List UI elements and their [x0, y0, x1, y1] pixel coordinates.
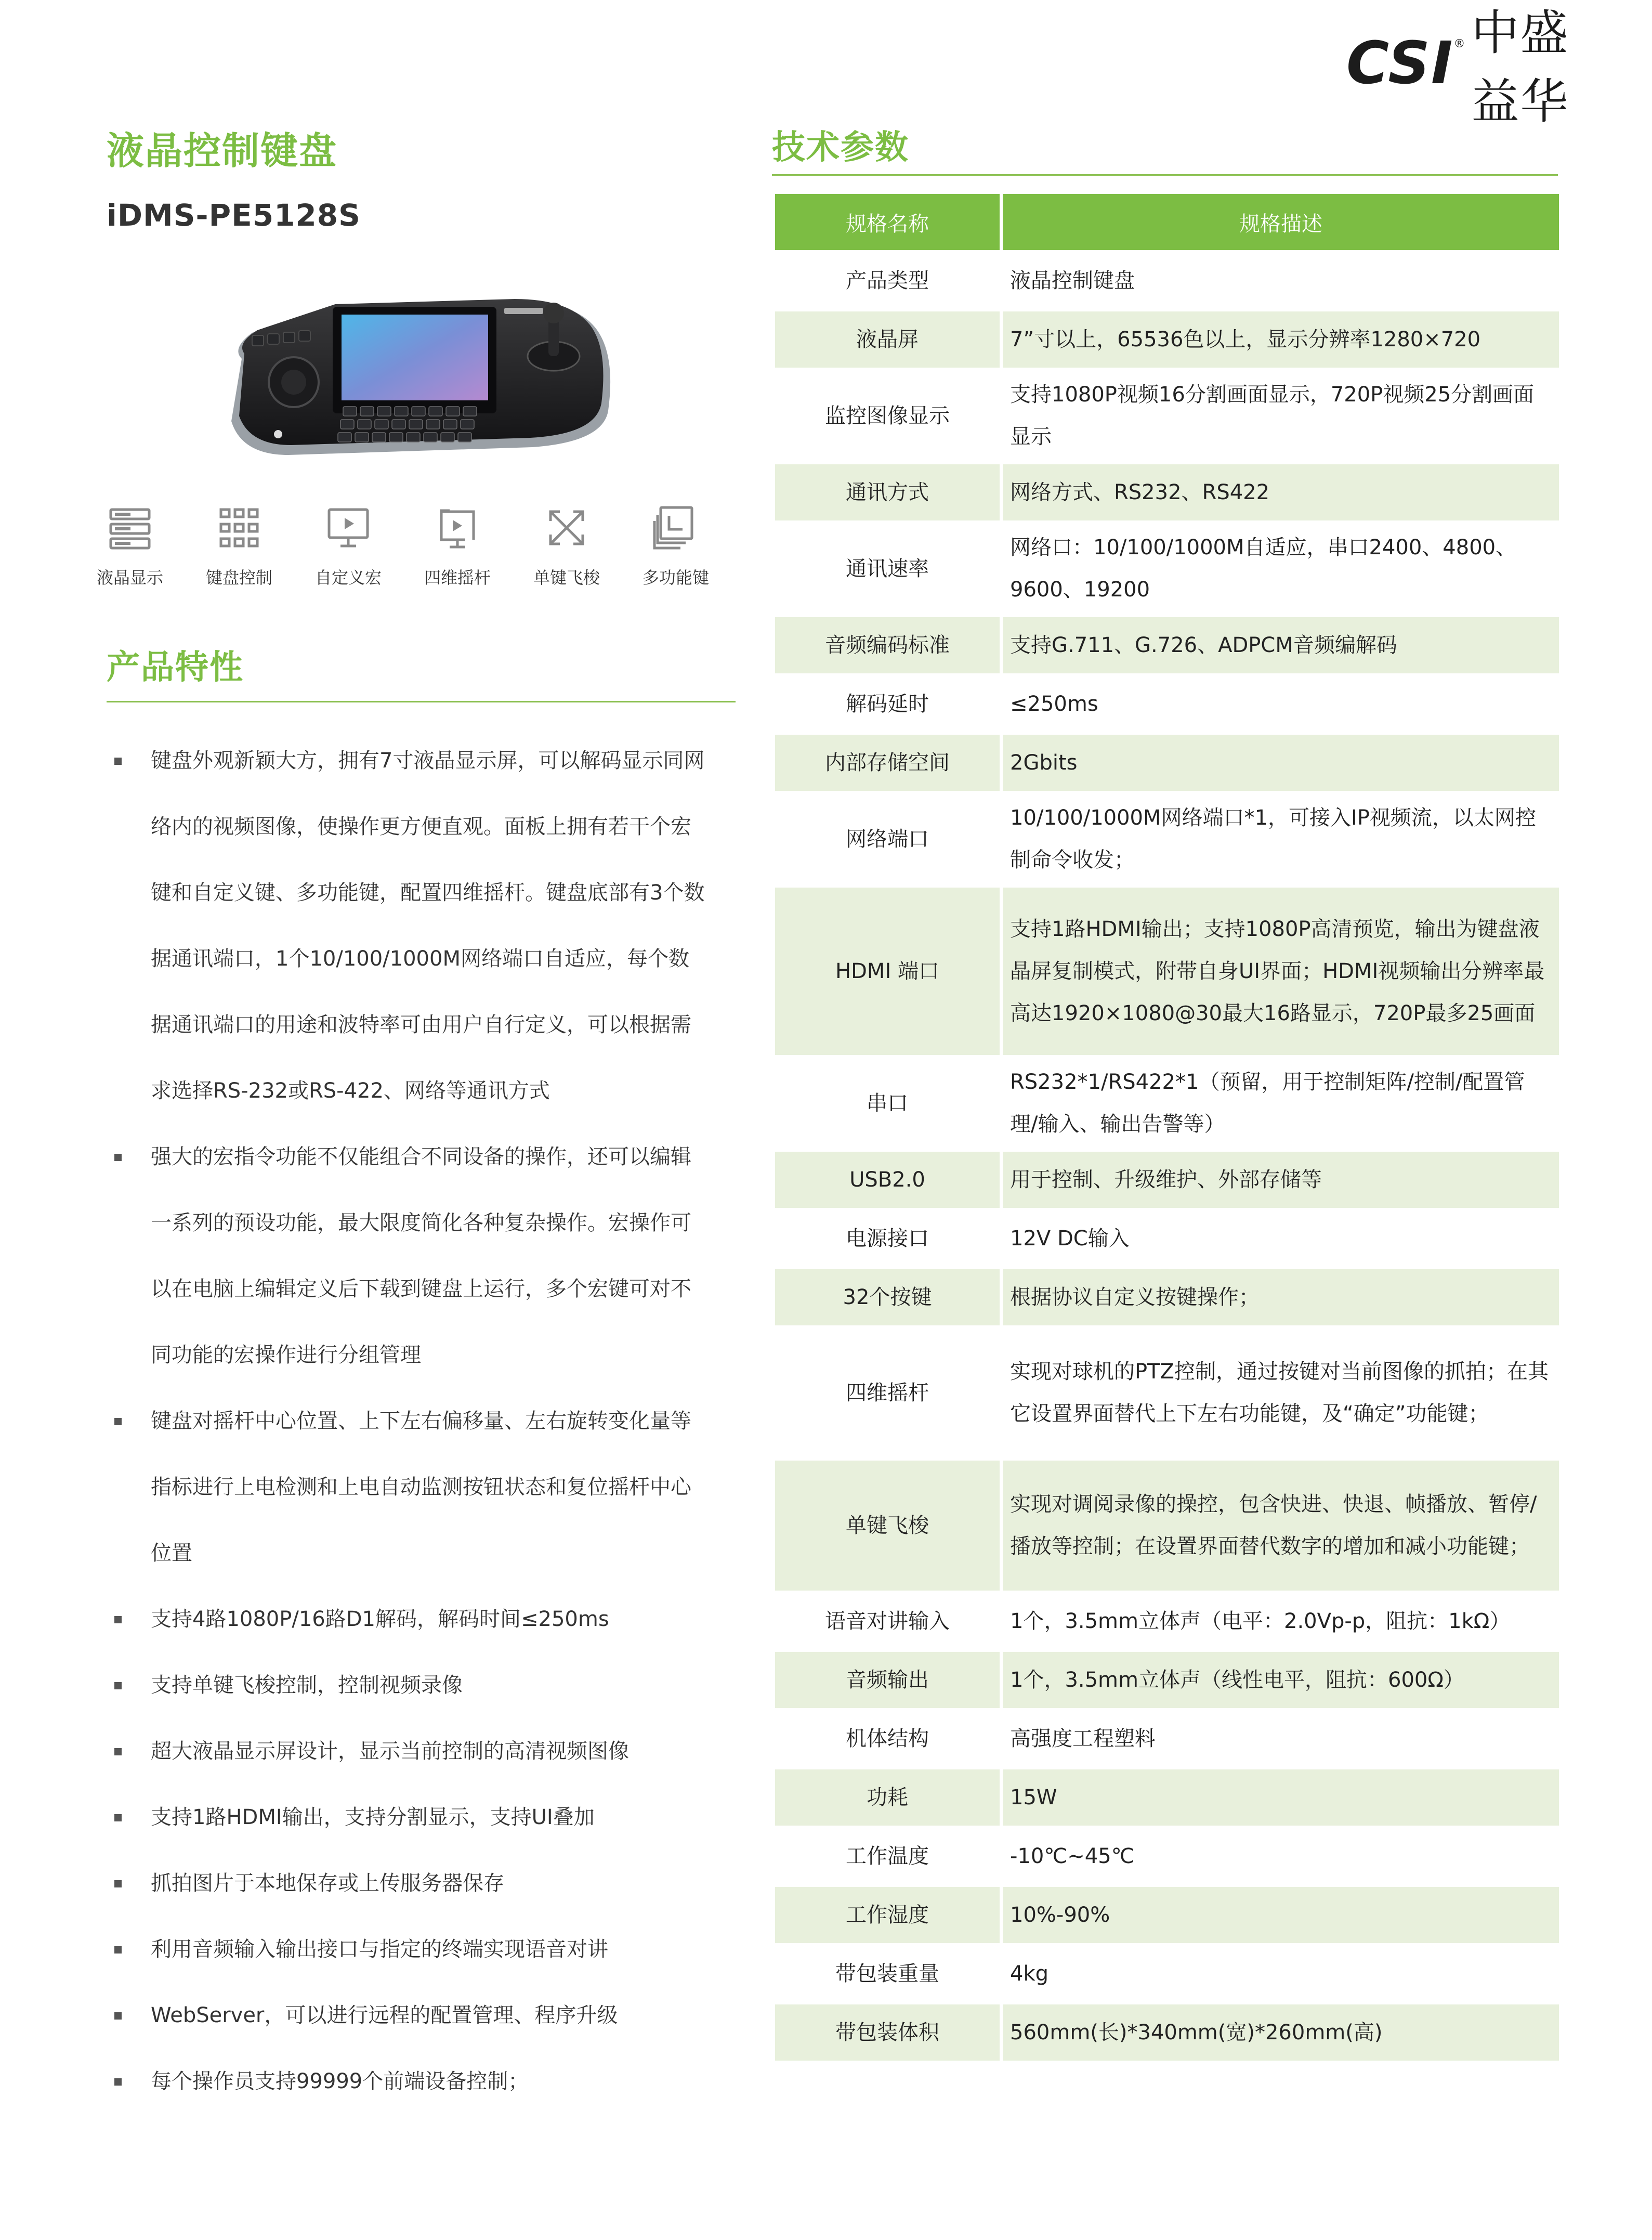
spec-desc: 支持1路HDMI输出；支持1080P高清预览，输出为键盘液晶屏复制模式，附带自身UI界面；HDMI视频输出分辨率最高达1920×1080@30最大16路显示，720P最多25画面 [1003, 888, 1559, 1055]
spec-row [775, 1593, 1559, 1649]
feature-label: 四维摇杆 [424, 568, 491, 588]
spec-row [775, 1652, 1559, 1708]
feature-item-cont: 络内的视频图像，使操作更方便直观。面板上拥有若干个宏 [151, 815, 691, 839]
spec-name: 通讯速率 [846, 556, 929, 581]
spec-row [775, 1210, 1559, 1267]
spec-header-desc: 规格描述 [1003, 194, 1559, 250]
spec-name: 带包装重量 [835, 1961, 939, 1986]
feature-item-cont: 位置 [151, 1541, 192, 1565]
spec-desc: 支持G.711、G.726、ADPCM音频编解码 [1003, 617, 1559, 673]
spec-desc: 实现对调阅录像的操控，包含快进、快退、帧播放、暂停/播放等控制；在设置界面替代数字的增加和减小功能键； [1003, 1461, 1559, 1591]
spec-name: 监控图像显示 [825, 403, 950, 428]
spec-desc: 液晶控制键盘 [1010, 268, 1135, 293]
registered-mark: ® [1453, 37, 1465, 50]
spec-name: 音频输出 [775, 1652, 1000, 1708]
spec-row [775, 1711, 1559, 1767]
spec-row [775, 1058, 1559, 1149]
features-list [109, 728, 749, 2115]
spec-row [775, 1152, 1559, 1208]
spec-row [775, 1828, 1559, 1884]
feature-item: 强大的宏指令功能不仅能组合不同设备的操作，还可以编辑 [109, 1124, 749, 1190]
features-divider [107, 701, 736, 702]
joystick-refresh-icon [434, 504, 481, 551]
feature-item: 支持1路HDMI输出，支持分割显示，支持UI叠加 [109, 1785, 749, 1851]
shuttle-cross-arrows-icon [543, 504, 590, 551]
brand-logo [1346, 5, 1617, 129]
spec-desc: 2Gbits [1003, 735, 1559, 791]
product-model: iDMS-PE5128S [107, 198, 361, 233]
spec-name: 功耗 [775, 1769, 1000, 1826]
feature-label: 液晶显示 [96, 568, 163, 588]
spec-desc: 1个，3.5mm立体声（电平：2.0Vp-p，阻抗：1kΩ） [1010, 1609, 1511, 1633]
spec-desc: 网络方式、RS232、RS422 [1003, 464, 1559, 520]
feature-label: 单键飞梭 [533, 568, 600, 588]
spec-name: 通讯方式 [775, 464, 1000, 520]
feature-icons-row [96, 504, 738, 598]
brand-name: 中盛益华 [1471, 5, 1569, 129]
spec-desc: 根据协议自定义按键操作； [1003, 1269, 1559, 1325]
spec-desc: 7”寸以上，65536色以上，显示分辨率1280×720 [1003, 311, 1559, 368]
spec-desc: RS232*1/RS422*1（预留，用于控制矩阵/控制/配置管理/输入、输出告警等） [1010, 1070, 1525, 1136]
spec-desc: 高强度工程塑料 [1010, 1726, 1156, 1751]
feature-item-cont: 指标进行上电检测和上电自动监测按钮状态和复位摇杆中心 [151, 1475, 691, 1499]
feature-item: 每个操作员支持99999个前端设备控制； [109, 2049, 749, 2115]
spec-divider [772, 174, 1558, 176]
feature-item: WebServer，可以进行远程的配置管理、程序升级 [109, 1983, 749, 2049]
spec-desc: 用于控制、升级维护、外部存储等 [1003, 1152, 1559, 1208]
spec-desc: 560mm(长)*340mm(宽)*260mm(高) [1003, 2004, 1559, 2061]
spec-name: 内部存储空间 [775, 735, 1000, 791]
feature-item: 支持4路1080P/16路D1解码，解码时间≤250ms [109, 1586, 749, 1652]
monitor-play-icon [325, 504, 372, 551]
feature-item-cont: 同功能的宏操作进行分组管理 [151, 1343, 421, 1367]
feature-item: 超大液晶显示屏设计，显示当前控制的高清视频图像 [109, 1718, 749, 1785]
feature-item: 键盘外观新颖大方，拥有7寸液晶显示屏，可以解码显示同网 [109, 728, 749, 794]
feature-item-cont: 求选择RS-232或RS-422、网络等通讯方式 [151, 1079, 550, 1103]
spec-row [775, 888, 1559, 1055]
feature-item-cont: 据通讯端口的用途和波特率可由用户自行定义，可以根据需 [151, 1013, 691, 1037]
keyboard-device-image [221, 286, 624, 473]
spec-row [775, 311, 1559, 368]
spec-row [775, 617, 1559, 673]
spec-name: 机体结构 [846, 1726, 929, 1751]
spec-row [775, 464, 1559, 520]
spec-desc: 4kg [1010, 1961, 1049, 1986]
feature-item: 支持单键飞梭控制，控制视频录像 [109, 1652, 749, 1718]
feature-label: 键盘控制 [205, 568, 272, 588]
spec-row [775, 793, 1559, 885]
spec-name: 解码延时 [846, 692, 929, 716]
feature-label: 自定义宏 [314, 568, 382, 588]
spec-name: 工作湿度 [775, 1887, 1000, 1943]
spec-row [775, 1946, 1559, 2002]
feature-item-cont: 键和自定义键、多功能键，配置四维摇杆。键盘底部有3个数 [151, 881, 705, 905]
feature-item: 抓拍图片于本地保存或上传服务器保存 [109, 1851, 749, 1917]
feature-lcd [78, 504, 182, 589]
spec-name: 32个按键 [775, 1269, 1000, 1325]
brand-logo-text: CSI [1346, 30, 1454, 97]
spec-name: 四维摇杆 [846, 1381, 929, 1405]
spec-desc: 10/100/1000M网络端口*1，可接入IP视频流，以太网控制命令收发； [1010, 806, 1536, 872]
lcd-display-icon [107, 504, 153, 551]
spec-row [775, 1887, 1559, 1943]
spec-desc: 支持1080P视频16分割画面显示，720P视频25分割画面显示 [1010, 383, 1535, 449]
spec-desc: 15W [1003, 1769, 1559, 1826]
spec-desc: 实现对球机的PTZ控制，通过按键对当前图像的抓拍；在其它设置界面替代上下左右功能键，及“确定”功能键； [1010, 1360, 1549, 1426]
spec-header-name: 规格名称 [775, 194, 1000, 250]
spec-row [775, 1269, 1559, 1325]
spec-desc: 1个，3.5mm立体声（线性电平，阻抗：600Ω） [1003, 1652, 1559, 1708]
feature-shuttle [515, 504, 619, 589]
spec-name: 网络端口 [846, 827, 929, 851]
spec-row [775, 253, 1559, 309]
spec-row [775, 523, 1559, 615]
spec-name: 液晶屏 [775, 311, 1000, 368]
spec-row [775, 2004, 1559, 2061]
spec-desc: 10%-90% [1003, 1887, 1559, 1943]
feature-item-cont: 一系列的预设功能，最大限度简化各种复杂操作。宏操作可 [151, 1211, 691, 1235]
product-title: 液晶控制键盘 [107, 129, 338, 173]
spec-header-row [775, 194, 1559, 250]
spec-name: 音频编码标准 [775, 617, 1000, 673]
spec-name: HDMI 端口 [775, 888, 1000, 1055]
feature-keyboard [187, 504, 291, 589]
spec-name: 串口 [867, 1091, 908, 1115]
feature-item-cont: 以在电脑上编辑定义后下载到键盘上运行，多个宏键可对不 [151, 1277, 691, 1301]
spec-name: 单键飞梭 [775, 1461, 1000, 1591]
feature-multifunction [624, 504, 728, 589]
spec-name: 带包装体积 [775, 2004, 1000, 2061]
spec-name: 电源接口 [846, 1226, 929, 1251]
feature-label: 多功能键 [642, 568, 709, 588]
keyboard-grid-icon [216, 504, 263, 551]
feature-item: 键盘对摇杆中心位置、上下左右偏移量、左右旋转变化量等 [109, 1388, 749, 1454]
spec-section-title: 技术参数 [772, 128, 909, 167]
spec-desc: -10℃~45℃ [1010, 1844, 1135, 1868]
spec-row [775, 370, 1559, 462]
spec-row [775, 1769, 1559, 1826]
feature-joystick [405, 504, 509, 589]
feature-item: 利用音频输入输出接口与指定的终端实现语音对讲 [109, 1917, 749, 1983]
spec-name: 语音对讲输入 [825, 1609, 950, 1633]
spec-row [775, 676, 1559, 732]
spec-desc: ≤250ms [1010, 692, 1098, 716]
features-section-title: 产品特性 [107, 648, 244, 687]
spec-name: USB2.0 [775, 1152, 1000, 1208]
spec-row [775, 1461, 1559, 1591]
spec-name: 产品类型 [846, 268, 929, 293]
spec-name: 工作温度 [846, 1844, 929, 1868]
multi-layer-key-icon [652, 504, 699, 551]
spec-desc: 网络口：10/100/1000M自适应，串口2400、4800、9600、19200 [1010, 536, 1517, 602]
feature-macro [296, 504, 400, 589]
spec-row [775, 735, 1559, 791]
spec-desc: 12V DC输入 [1010, 1226, 1130, 1251]
feature-item-cont: 据通讯端口，1个10/100/1000M网络端口自适应，每个数 [151, 947, 689, 971]
spec-table [772, 191, 1562, 2063]
spec-row [775, 1328, 1559, 1458]
